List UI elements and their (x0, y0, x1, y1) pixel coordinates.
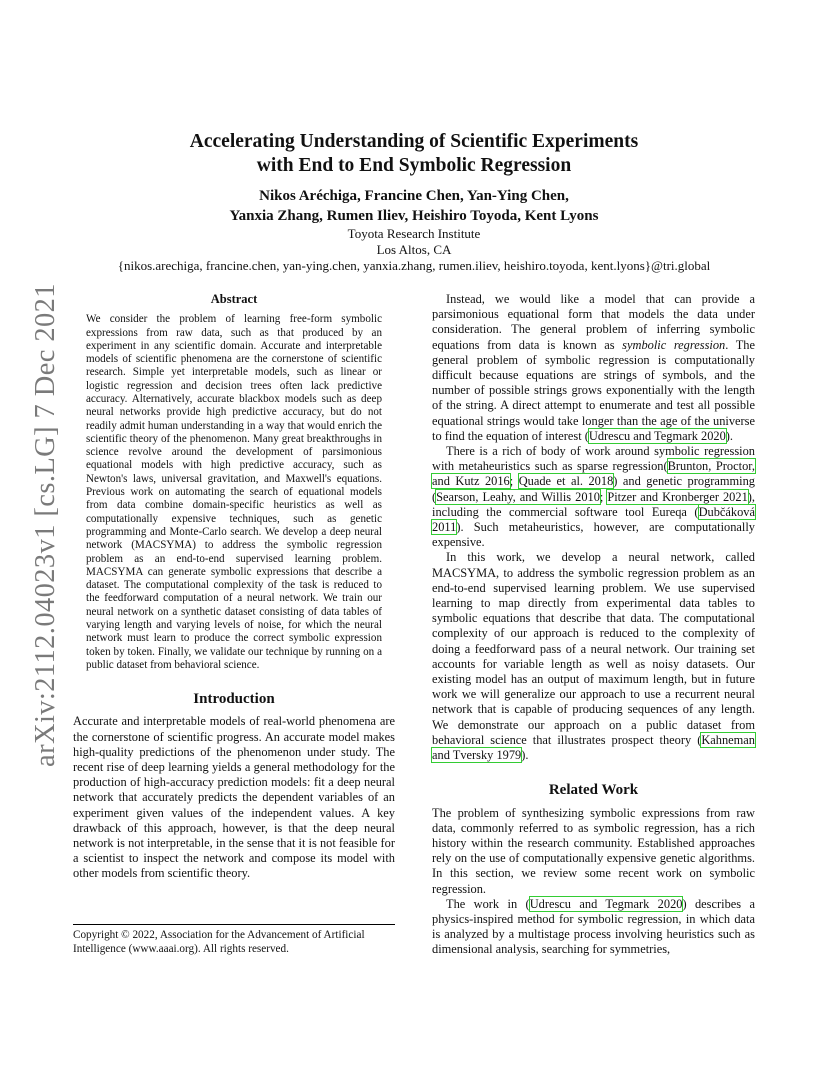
citation-link[interactable]: Searson, Leahy, and Willis 2010 (436, 489, 600, 504)
citation-link[interactable]: Brunton, Proctor, and Kutz 2016 (432, 459, 755, 489)
left-column (73, 292, 395, 882)
author-list (0, 186, 828, 226)
introduction-paragraph-1: Accurate and interpretable models of real-world phenomena are the cornerstone of scientific progress. An accurate model makes high-quality predictions of the phenomenon under study. The recent rise of deep learning yields a general methodology for the production of high-accuracy prediction models: fit a deep neural network that accurately predicts the dependent variables of an experiment given values of the independent values. A key drawback of this approach, however, is that the deep neural network is not interpretable, in the sense that it is not feasible for a scientist to inspect the network and compose its model with other models from scientific theory. (73, 714, 395, 881)
related-work-paragraph-2: The work in (Udrescu and Tegmark 2020) describes a physics-inspired method for symbolic regression, in which data is analyzed by a multistage process involving heuristics such as dimensional analysis, searching for symmetries, (432, 896, 755, 957)
citation-link[interactable]: Kahneman and Tversky 1979 (432, 732, 755, 763)
citation-link[interactable]: Quade et al. 2018 (518, 474, 614, 489)
citation-link[interactable]: Udrescu and Tegmark 2020 (588, 428, 726, 443)
title-line-2: with End to End Symbolic Regression (256, 155, 572, 176)
emphasis-symbolic-regression: symbolic regression (622, 337, 726, 352)
related-work-paragraph-1: The problem of synthesizing symbolic expressions from raw data, commonly referred to as symbolic regression, has a rich history within the research community. Established approaches rely on the use of computationally expensive genetic algorithms. In this section, we review some recent work on symbolic regression. (432, 805, 755, 896)
paper-title (0, 130, 828, 178)
citation-link[interactable]: Pitzer and Kronberger 2021 (607, 489, 748, 504)
authors-line-2: Yanxia Zhang, Rumen Iliev, Heishiro Toyoda, Kent Lyons (229, 208, 599, 224)
related-work-heading: Related Work (548, 782, 639, 799)
introduction-paragraph-3: There is a rich of body of work around symbolic regression with metaheuristics such as sparse regression(Brunton, Proctor, and Kutz 2016; Quade et al. 2018) and genetic programming (Searson, Leahy, and Willis 2010; Pitzer and Kronberger 2021), including the commercial software tool Eureqa (Dubčáková 2011). Such metaheuristics, however, are computationally expensive. (432, 444, 755, 550)
introduction-paragraph-2: Instead, we would like a model that can provide a parsimonious equational form that models the data under consideration. The general problem of inferring symbolic equations from data is known as symbolic regression. The general problem of symbolic regression is computationally difficult because equations are strings of symbols, and the number of possible strings grows exponentially with the length of the string. A direct attempt to enumerate and test all possible equational strings would take longer than the age of the universe to find the equation of interest (Udrescu and Tegmark 2020). (432, 292, 755, 443)
affiliation (0, 226, 828, 274)
arxiv-identifier: arXiv:2112.04023v1 [cs.LG] 7 Dec 2021 (30, 283, 61, 767)
copyright-notice: Copyright © 2022, Association for the Advancement of Artificial Intelligence (www.aaai.org). All rights reserved. (73, 924, 395, 956)
title-line-1: Accelerating Understanding of Scientific Experiments (189, 131, 639, 152)
author-emails: {nikos.arechiga, francine.chen, yan-ying.chen, yanxia.zhang, rumen.iliev, heishiro.toyoda, kent.lyons}@tri.global (117, 258, 711, 273)
arxiv-sidebar (24, 283, 68, 767)
location: Los Altos, CA (376, 242, 452, 257)
citation-link[interactable]: Dubčáková 2011 (432, 504, 755, 535)
abstract-text: We consider the problem of learning free-form symbolic expressions from raw data, such as that produced by an experiment in any scientific domain. Accurate and interpretable models of scientific phenomena are the cornerstone of scientific research. Simple yet interpretable models, such as linear or logistic regression and decision trees often lack predictive accuracy. Alternatively, accurate blackbox models such as deep neural networks provide high predictive accuracy, but do not readily admit human understanding in a way that would enrich the scientific theory of the phenomenon. Many great breakthroughs in science revolve around the development of parsimonious equational models with high predictive accuracy, such as Newton's laws, universal gravitation, and Maxwell's equations. Previous work on automating the search of equational models from data combine domain-specific heuristics as well as computationally expensive techniques, such as genetic programming and Monte-Carlo search. We develop a deep neural network (MACSYMA) to address the symbolic regression problem as an end-to-end supervised learning problem. MACSYMA can generate symbolic expressions that describe a dataset. The computational complexity of the task is reduced to the feedforward computation of a neural network. We train our neural network on a synthetic dataset consisting of data tables of varying length and varying levels of noise, for which the neural network must learn to produce the correct symbolic expression token by token. Finally, we validate our technique by running on a public dataset from behavioral science. (86, 313, 382, 671)
authors-line-1: Nikos Aréchiga, Francine Chen, Yan-Ying Chen, (259, 188, 569, 204)
introduction-paragraph-4: In this work, we develop a neural network, called MACSYMA, to address the symbolic regression problem as an end-to-end supervised learning problem. We use supervised learning to map directly from experimental data tables to symbolic equations that describe that data. The computational complexity of our approach is reduced to the complexity of doing a feedforward pass of a neural network. Our training set accounts for variable length as well as noisy datasets. Our existing model has an output of maximum length, but in future work we will generalize our approach to use a recurrent neural network that is capable of producing sequences of any length. We demonstrate our approach on a public dataset from behavioral science that illustrates prospect theory (Kahneman and Tversky 1979). (432, 550, 755, 763)
right-column (432, 292, 755, 958)
citation-link[interactable]: Udrescu and Tegmark 2020 (529, 896, 683, 911)
introduction-heading: Introduction (193, 691, 275, 708)
institution: Toyota Research Institute (347, 226, 481, 241)
abstract-heading: Abstract (210, 292, 258, 306)
